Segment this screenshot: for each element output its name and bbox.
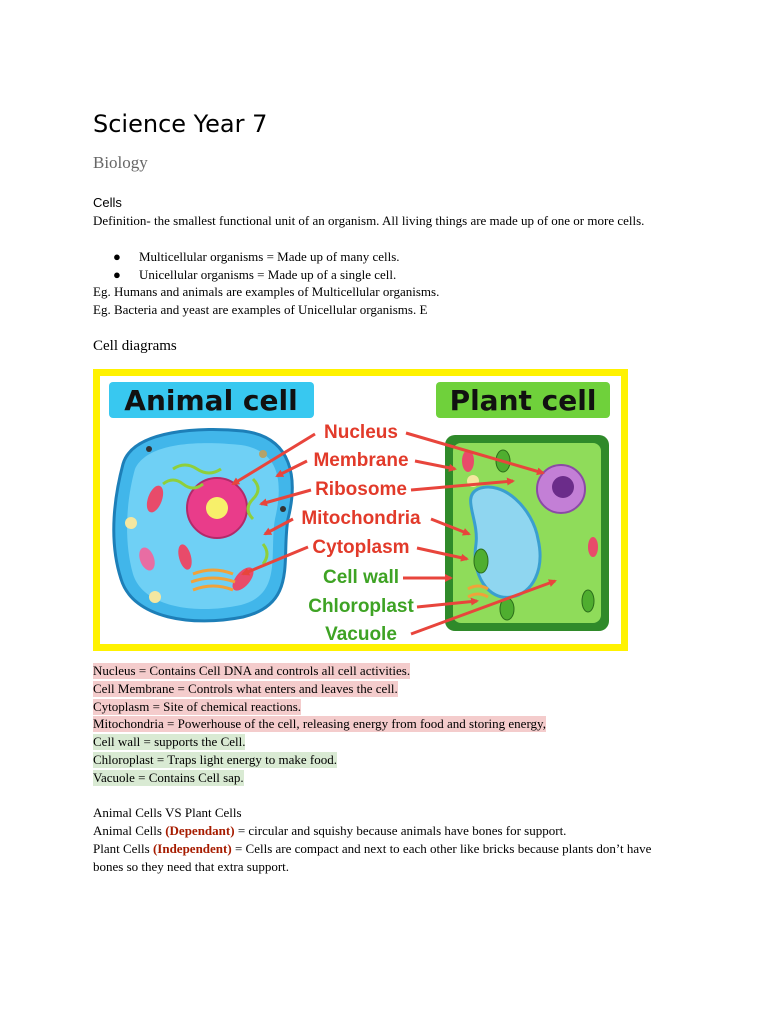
cell-diagrams-heading: Cell diagrams <box>93 338 177 354</box>
definition-mitochondria: Mitochondria = Powerhouse of the cell, releasing energy from food and storing energy, <box>93 716 546 732</box>
definition-row <box>93 769 546 787</box>
definition-vacuole: Vacuole = Contains Cell sap. <box>93 769 244 785</box>
list-item: ● Unicellular organisms = Made up of a single cell. <box>93 266 400 284</box>
cells-heading: Cells <box>93 195 122 210</box>
animal-cells-line: Animal Cells (Dependant) = circular and squishy because animals have bones for support. <box>93 823 567 838</box>
cell-definition: Definition- the smallest functional unit of an organism. All living things are made up of one or more cells. <box>93 213 645 228</box>
page-subtitle: Biology <box>93 153 148 172</box>
bullet-icon: ● <box>113 267 121 282</box>
list-item: ● Multicellular organisms = Made up of many cells. <box>93 248 400 266</box>
label-vacuole: Vacuole <box>325 624 397 645</box>
page-title: Science Year 7 <box>93 110 268 138</box>
definition-row <box>93 680 546 698</box>
definition-cell-wall: Cell wall = supports the Cell. <box>93 734 246 750</box>
definition-row <box>93 715 546 733</box>
label-mitochondria: Mitochondria <box>301 508 421 529</box>
example-multicellular: Eg. Humans and animals are examples of Multicellular organisms. <box>93 284 440 299</box>
label-cytoplasm: Cytoplasm <box>312 537 410 558</box>
definition-cell-membrane: Cell Membrane = Controls what enters and leaves the cell. <box>93 680 398 696</box>
cell-types-list <box>93 248 400 284</box>
organelle-definitions <box>93 662 546 787</box>
plant-cells-line: Plant Cells (Independent) = Cells are compact and next to each other like bricks because plants don’t have bones so they need that extra support. <box>93 841 652 874</box>
definition-row <box>93 662 546 680</box>
animal-title: Animal cell <box>124 384 298 417</box>
dependant-tag: (Dependant) <box>165 823 235 838</box>
cell-diagram-figure <box>93 369 628 651</box>
label-membrane: Membrane <box>313 450 409 471</box>
independent-tag: (Independent) <box>152 841 232 856</box>
definition-cytoplasm: Cytoplasm = Site of chemical reactions. <box>93 698 302 714</box>
bullet-icon: ● <box>113 249 121 264</box>
label-chloroplast: Chloroplast <box>308 596 414 617</box>
label-cell-wall: Cell wall <box>322 567 400 588</box>
definition-row <box>93 733 546 751</box>
cell-diagram-image <box>93 369 628 651</box>
plant-title: Plant cell <box>449 384 597 417</box>
label-ribosome: Ribosome <box>315 479 407 500</box>
animal-cell-illustration <box>114 430 292 621</box>
definition-row <box>93 698 546 716</box>
definition-row <box>93 751 546 769</box>
label-nucleus: Nucleus <box>324 422 398 443</box>
definition-nucleus: Nucleus = Contains Cell DNA and controls all cell activities. <box>93 663 411 678</box>
definition-chloroplast: Chloroplast = Traps light energy to make food. <box>93 751 337 767</box>
example-unicellular: Eg. Bacteria and yeast are examples of Unicellular organisms. E <box>93 302 428 317</box>
comparison-heading: Animal Cells VS Plant Cells <box>93 805 242 820</box>
